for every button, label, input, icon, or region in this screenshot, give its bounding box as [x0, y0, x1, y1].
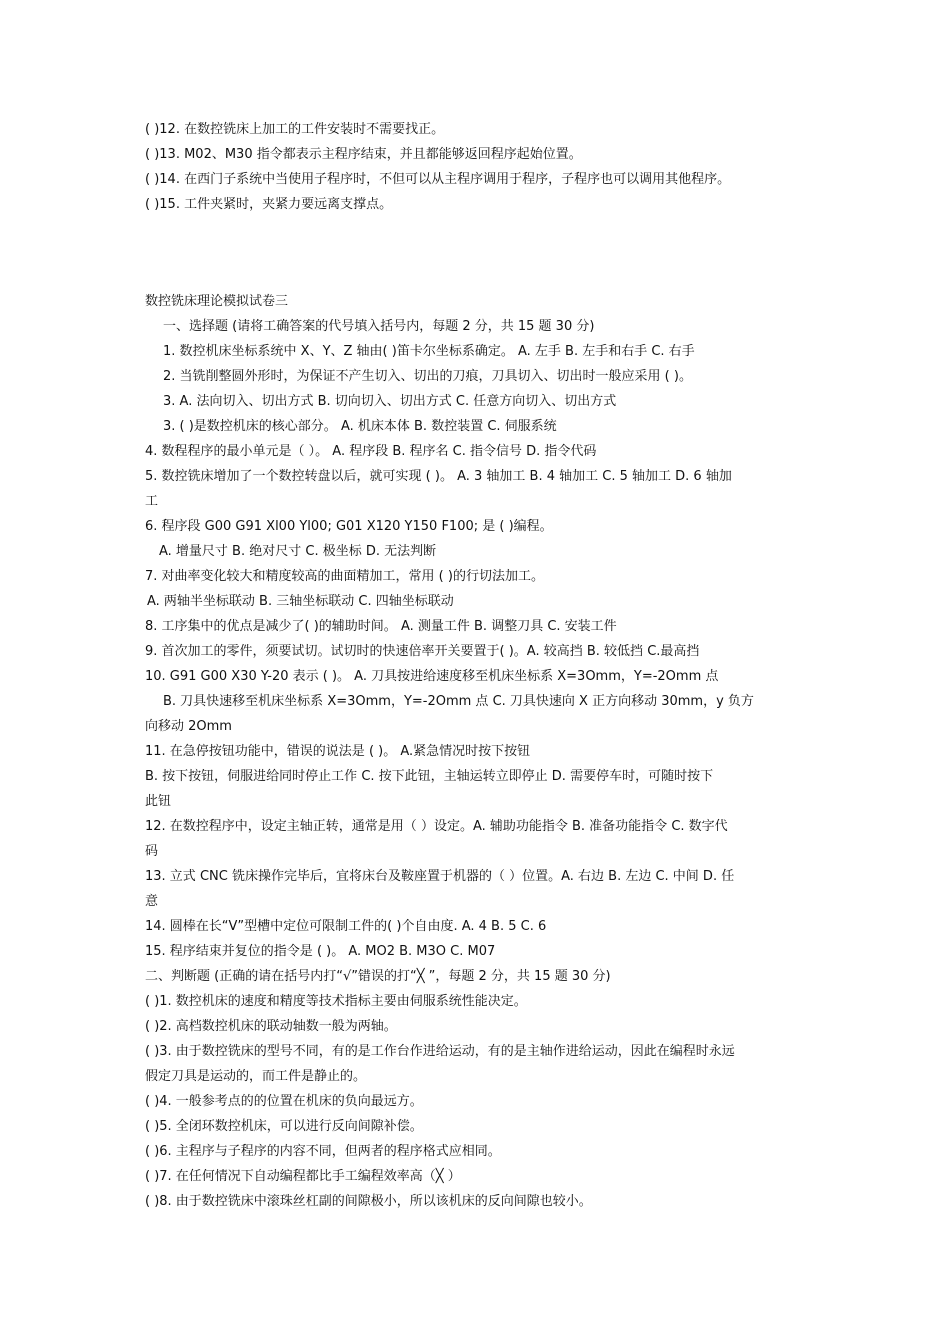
judgment-item-2: ( )2. 高档数控机床的联动轴数一般为两轴。	[145, 1019, 397, 1034]
question-11: 11. 在急停按钮功能中，错误的说法是 ( )。 A.紧急情况时按下按钮	[145, 744, 531, 759]
judgment-item-3-wrap: 假定刀具是运动的，而工件是静止的。	[145, 1069, 367, 1084]
question-6: 6. 程序段 G00 G91 Xl00 Yl00; G01 X120 Y150 F100; 是 ( )编程。	[145, 519, 553, 534]
question-7-options: A. 两轴半坐标联动 B. 三轴坐标联动 C. 四轴坐标联动	[147, 594, 454, 609]
section-heading-choice: 一、选择题 (请将工确答案的代号填入括号内，每题 2 分，共 15 题 30 分)	[163, 319, 595, 334]
judgment-item-7: ( )7. 在任何情况下自动编程都比手工编程效率高（╳ ）	[145, 1169, 461, 1184]
question-11-options: B. 按下按钮，伺服进给同时停止工作 C. 按下此钮，主轴运转立即停止 D. 需要停车时，可随时按下	[145, 769, 714, 784]
question-10-options: B. 刀具快速移至机床坐标系 X=3Omm，Y=-2Omm 点 C. 刀具快速向 X 正方向移动 30mm，y 负方	[163, 694, 754, 709]
judgment-item-3: ( )3. 由于数控铣床的型号不同，有的是工作台作进给运动，有的是主轴作进给运动，因此在编程时永远	[145, 1044, 735, 1059]
judgment-item-14: ( )14. 在西门子系统中当使用子程序时，不但可以从主程序调用于程序，子程序也可以调用其他程序。	[145, 172, 731, 187]
question-7: 7. 对曲率变化较大和精度较高的曲面精加工，常用 ( )的行切法加工。	[145, 569, 544, 584]
judgment-item-5: ( )5. 全闭环数控机床，可以进行反向间隙补偿。	[145, 1119, 423, 1134]
question-12: 12. 在数控程序中，设定主轴正转，通常是用（ ）设定。A. 辅助功能指令 B. 准备功能指令 C. 数字代	[145, 819, 728, 834]
judgment-item-8: ( )8. 由于数控铣床中滚珠丝杠副的间隙极小，所以该机床的反向间隙也较小。	[145, 1194, 592, 1209]
question-8: 8. 工序集中的优点是减少了( )的辅助时间。 A. 测量工件 B. 调整刀具 C. 安装工件	[145, 619, 617, 634]
question-15: 15. 程序结束并复位的指令是 ( )。 A. MO2 B. M3O C. M07	[145, 944, 496, 959]
judgment-item-4: ( )4. 一般参考点的的位置在机床的负向最远方。	[145, 1094, 423, 1109]
exam-section	[145, 289, 815, 1214]
previous-judgment-list	[145, 117, 815, 217]
question-14: 14. 圆棒在长“V”型槽中定位可限制工件的( )个自由度. A. 4 B. 5 C. 6	[145, 919, 547, 934]
question-12-wrap: 码	[145, 844, 159, 859]
judgment-item-13: ( )13. M02、M30 指令都表示主程序结束，并且都能够返回程序起始位置。	[145, 147, 582, 162]
exam-title: 数控铣床理论模拟试卷三	[145, 294, 289, 309]
judgment-item-15: ( )15. 工件夹紧时，夹紧力要远离支撑点。	[145, 197, 393, 212]
question-13-wrap: 意	[145, 894, 159, 909]
question-9: 9. 首次加工的零件，须要试切。试切时的快速倍率开关要置于( )。A. 较高挡 B. 较低挡 C.最高挡	[145, 644, 700, 659]
question-3: 3. ( )是数控机床的核心部分。 A. 机床本体 B. 数控装置 C. 伺服系统	[163, 419, 557, 434]
judgment-item-1: ( )1. 数控机床的速度和精度等技术指标主要由伺服系统性能决定。	[145, 994, 527, 1009]
question-2: 2. 当铣削整圆外形时，为保证不产生切入、切出的刀痕，刀具切入、切出时一般应采用 ( )。	[163, 369, 692, 384]
question-13: 13. 立式 CNC 铣床操作完毕后，宜将床台及鞍座置于机器的（ ）位置。A. 右边 B. 左边 C. 中间 D. 任	[145, 869, 735, 884]
question-4: 4. 数程程序的最小单元是（ ）。 A. 程序段 B. 程序名 C. 指令信号 D. 指令代码	[145, 444, 597, 459]
question-6-options: A. 增量尺寸 B. 绝对尺寸 C. 极坐标 D. 无法判断	[159, 544, 437, 559]
judgment-item-6: ( )6. 主程序与子程序的内容不同，但两者的程序格式应相同。	[145, 1144, 501, 1159]
question-10-wrap: 向移动 2Omm	[145, 719, 232, 734]
judgment-item-12: ( )12. 在数控铣床上加工的工件安装时不需要找正。	[145, 122, 445, 137]
question-5-wrap: 工	[145, 494, 159, 509]
question-2-options: 3. A. 法向切入、切出方式 B. 切向切入、切出方式 C. 任意方向切入、切出方式	[163, 394, 617, 409]
question-1: 1. 数控机床坐标系统中 X、Y、Z 轴由( )笛卡尔坐标系确定。 A. 左手 B. 左手和右手 C. 右手	[163, 344, 695, 359]
question-5: 5. 数控铣床增加了一个数控转盘以后，就可实现 ( )。 A. 3 轴加工 B. 4 轴加工 C. 5 轴加工 D. 6 轴加	[145, 469, 732, 484]
section-heading-judgment: 二、判断题 (正确的请在括号内打“√”错误的打“╳ ”，每题 2 分，共 15 题 30 分)	[145, 969, 611, 984]
question-11-wrap: 此钮	[145, 794, 172, 809]
question-10: 10. G91 G00 X30 Y-20 表示 ( )。 A. 刀具按进给速度移至机床坐标系 X=3Omm，Y=-2Omm 点	[145, 669, 719, 684]
